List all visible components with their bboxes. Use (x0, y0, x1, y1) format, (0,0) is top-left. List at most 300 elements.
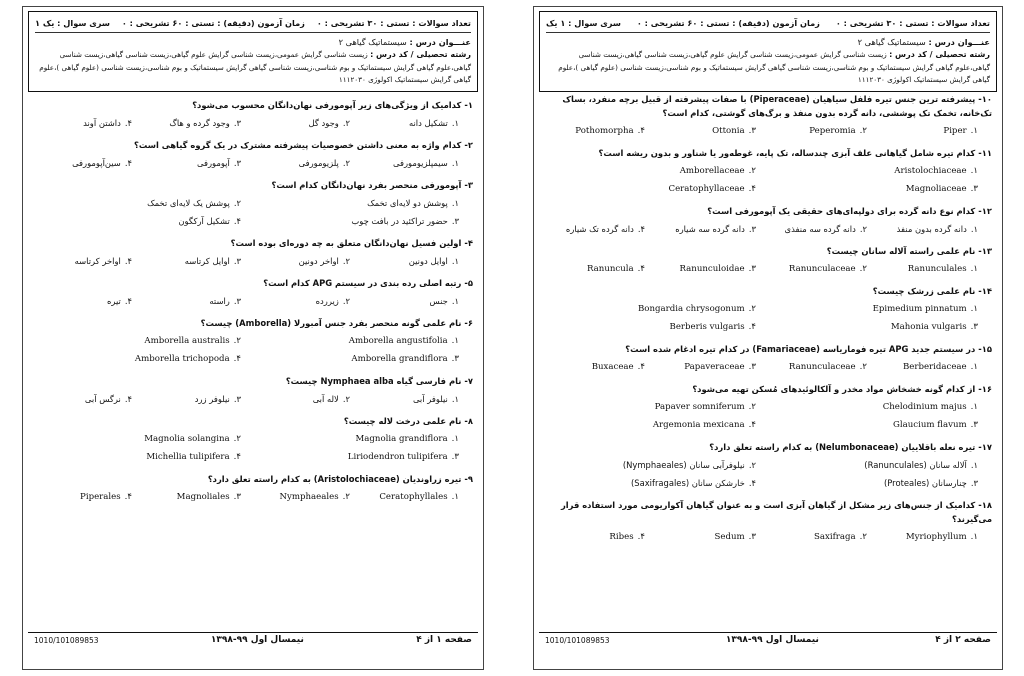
exam-page-1 (22, 6, 484, 670)
answer-option[interactable] (255, 198, 473, 208)
option-text: Amborellaceae (679, 165, 745, 176)
question-number: ۱۴- (978, 285, 992, 296)
answer-option[interactable] (255, 394, 364, 404)
option-number: ۲. (342, 491, 350, 502)
option-number: ۴. (233, 215, 241, 226)
answer-option[interactable] (37, 158, 146, 168)
option-text: جنس (429, 295, 448, 306)
option-number: ۴. (748, 183, 756, 194)
option-number: ۱. (970, 125, 978, 136)
answer-option[interactable] (255, 354, 473, 364)
answer-option[interactable] (659, 532, 770, 542)
question-body: تیره زراوندیان (Aristolochiaceae) به کدام راسته تعلق دارد؟ (207, 473, 462, 484)
option-text: Ceratophyllaceae (668, 183, 745, 194)
option-number: ۳. (451, 215, 459, 226)
option-number: ۲. (342, 393, 350, 404)
answer-option[interactable] (37, 336, 255, 346)
option-text: Sedum (714, 531, 745, 542)
option-number: ۳. (233, 255, 241, 266)
answer-option[interactable] (548, 184, 770, 194)
option-number: ۳. (451, 451, 459, 462)
term-label: نیمسال اول ۹۹-۱۳۹۸ (210, 635, 304, 645)
option-text: Pothomorpha (575, 125, 634, 136)
answer-option[interactable] (548, 264, 659, 274)
option-number: ۴. (233, 451, 241, 462)
answer-option[interactable] (770, 362, 881, 372)
answer-options (548, 304, 992, 332)
answer-options (37, 296, 473, 306)
option-number: ۲. (748, 401, 756, 412)
option-text: Magnolia solangina (144, 433, 230, 444)
option-number: ۴. (124, 157, 132, 168)
exam-header (28, 11, 478, 92)
option-text: نیلوفرآبی سانان (Nymphaeales) (622, 459, 745, 470)
option-number: ۳. (233, 393, 241, 404)
question-body: کدامیک از جنس‌های زیر مشکل از گیاهان آبزی است و به عنوان گیاهان آکواریومی مورد استفاده قرار می‌گیرند؟ (560, 499, 992, 524)
option-number: ۲. (233, 197, 241, 208)
page-footer (28, 632, 478, 645)
question-body: کدام تیره شامل گیاهانی علف آبزی چندساله، تک پایه، غوطه‌ور یا شناور و بدون ریشه است؟ (598, 147, 976, 158)
option-text: Ranunculaceae (788, 263, 856, 274)
answer-option[interactable] (548, 460, 770, 470)
answer-option[interactable] (770, 304, 992, 314)
exam-page-2 (533, 6, 1003, 670)
answer-options (37, 492, 473, 502)
option-number: ۴. (124, 295, 132, 306)
option-number: ۲. (859, 263, 867, 274)
question-body: نام علمی راسته آلاله سانان چیست؟ (826, 245, 976, 256)
option-number: ۴. (637, 263, 645, 274)
question-series: سری سوال : یک ۱ (35, 18, 110, 28)
answer-option[interactable] (364, 118, 473, 128)
question-number: ۱۸- (978, 499, 992, 510)
page-footer (539, 632, 997, 645)
answer-option[interactable] (255, 492, 364, 502)
question-body: نام علمی درخت لاله چیست؟ (343, 415, 462, 426)
answer-option[interactable] (548, 478, 770, 488)
question-body: نام فارسی گیاه Nymphaea alba چیست؟ (285, 375, 462, 386)
answer-option[interactable] (37, 434, 255, 444)
option-text: Berberidaceae (902, 361, 967, 372)
option-number: ۱. (970, 303, 978, 314)
option-text: پوشش یک لایه‌ای تخمک (147, 197, 230, 208)
answer-option[interactable] (364, 394, 473, 404)
answer-option[interactable] (659, 264, 770, 274)
option-number: ۲. (859, 361, 867, 372)
question-body: رتبه اصلی رده بندی در سیستم APG کدام است؟ (263, 277, 462, 288)
question-text (37, 98, 473, 112)
option-text: Epimedium pinnatum (872, 303, 967, 314)
option-text: سیمپلزیومورفی (393, 157, 448, 168)
option-text: دانه گرده بدون منفذ (896, 223, 967, 234)
question-item (37, 316, 473, 364)
answer-option[interactable] (548, 322, 770, 332)
option-text: خارشکن سانان (Saxifragales) (631, 477, 745, 488)
answer-option[interactable] (146, 256, 255, 266)
option-text: نیلوفر آبی (412, 393, 448, 404)
option-number: ۲. (859, 223, 867, 234)
question-text (37, 276, 473, 290)
question-counts: تعداد سوالات : تستی : ۳۰ تشریحی : ۰ (835, 18, 990, 28)
option-text: Magnoliales (176, 491, 230, 502)
answer-option[interactable] (881, 224, 992, 234)
question-item (548, 92, 992, 136)
answer-option[interactable] (37, 256, 146, 266)
answer-option[interactable] (770, 224, 881, 234)
option-text: Magnoliaceae (905, 183, 967, 194)
answer-option[interactable] (255, 336, 473, 346)
answer-options (548, 460, 992, 488)
question-body: تیره نعله باقلاییان (Nelumbonaceae) به کدام راسته تعلق دارد؟ (709, 441, 976, 452)
option-text: وجود گل (308, 117, 339, 128)
option-number: ۲. (342, 157, 350, 168)
question-item (37, 472, 473, 502)
exam-code: 1010/101089853 (545, 635, 610, 645)
answer-option[interactable] (146, 394, 255, 404)
option-text: Peperomia (809, 125, 856, 136)
answer-option[interactable] (37, 394, 146, 404)
option-text: پوشش دو لایه‌ای تخمک (367, 197, 448, 208)
question-item (548, 204, 992, 234)
question-text (548, 440, 992, 454)
header-info-row (546, 15, 990, 33)
option-text: Myriophyllum (905, 531, 967, 542)
answer-option[interactable] (881, 532, 992, 542)
option-text: Glaucium flavum (892, 419, 967, 430)
question-number: ۱۱- (978, 147, 992, 158)
question-body: اولین فسیل نهان‌دانگان متعلق به چه دوره‌ای بوده است؟ (230, 237, 462, 248)
answer-options (37, 198, 473, 226)
question-text (548, 92, 992, 120)
option-number: ۱. (451, 197, 459, 208)
answer-option[interactable] (659, 224, 770, 234)
answer-option[interactable] (37, 354, 255, 364)
answer-option[interactable] (255, 296, 364, 306)
question-number: ۱۰- (978, 93, 992, 104)
option-number: ۱. (451, 295, 459, 306)
question-number: ۸- (464, 415, 473, 426)
option-number: ۳. (970, 477, 978, 488)
answer-option[interactable] (770, 264, 881, 274)
question-body: نام علمی گونه منحصر بفرد جنس آمبورلا (Amborella) چیست؟ (200, 317, 462, 328)
option-number: ۳. (748, 531, 756, 542)
option-number: ۴. (748, 321, 756, 332)
option-text: Ranunculales (907, 263, 967, 274)
answer-option[interactable] (548, 402, 770, 412)
option-number: ۱. (451, 157, 459, 168)
question-item (37, 374, 473, 404)
option-text: راسته (209, 295, 230, 306)
answer-options (37, 336, 473, 364)
exam-time: زمان آزمون (دقیقه) : تستی : ۶۰ تشریحی : ۰ (121, 18, 305, 28)
option-number: ۲. (233, 335, 241, 346)
question-number: ۲- (464, 139, 473, 150)
question-text (548, 342, 992, 356)
option-text: Berberis vulgaris (669, 321, 745, 332)
question-body: کدامیک از ویژگی‌های زیر آپومورفی نهان‌دانگان محسوب می‌شود؟ (192, 99, 462, 110)
option-number: ۲. (748, 459, 756, 470)
option-number: ۲. (748, 165, 756, 176)
question-text (548, 204, 992, 218)
answer-options (548, 532, 992, 542)
question-number: ۱۶- (978, 383, 992, 394)
answer-options (548, 362, 992, 372)
option-text: اوایل کرتاسه (184, 255, 230, 266)
question-item (37, 138, 473, 168)
option-number: ۴. (748, 477, 756, 488)
question-text (548, 244, 992, 258)
option-text: دانه گرده سه منفذی (784, 223, 856, 234)
answer-option[interactable] (37, 118, 146, 128)
option-text: داشتن آوند (83, 117, 121, 128)
option-text: Liriodendron tulipifera (347, 451, 448, 462)
option-number: ۳. (748, 361, 756, 372)
answer-option[interactable] (770, 166, 992, 176)
answer-option[interactable] (146, 492, 255, 502)
question-text (548, 498, 992, 526)
option-number: ۴. (124, 117, 132, 128)
answer-option[interactable] (770, 322, 992, 332)
option-text: آلاله سانان (Ranunculales) (864, 459, 967, 470)
question-text (548, 146, 992, 160)
option-text: چنارسانان (Proteales) (884, 477, 967, 488)
option-text: اواخر کرتاسه (74, 255, 121, 266)
question-text (37, 236, 473, 250)
option-number: ۳. (451, 353, 459, 364)
question-item (37, 236, 473, 266)
answer-option[interactable] (770, 126, 881, 136)
option-number: ۲. (859, 531, 867, 542)
option-number: ۱. (970, 361, 978, 372)
question-number: ۴- (464, 237, 473, 248)
question-item (548, 440, 992, 488)
option-text: نرگس آبی (84, 393, 121, 404)
answer-options (548, 402, 992, 430)
page-number: صفحه ۲ از ۴ (935, 635, 991, 645)
question-number: ۹- (464, 473, 473, 484)
question-body: کدام واژه به معنی داشتن خصوصیات پیشرفته مشترک در یک گروه گیاهی است؟ (134, 139, 462, 150)
option-number: ۲. (342, 117, 350, 128)
option-text: Amborella angustifolia (348, 335, 448, 346)
option-number: ۲. (859, 125, 867, 136)
answer-option[interactable] (255, 118, 364, 128)
answer-option[interactable] (881, 264, 992, 274)
option-text: Saxifraga (813, 531, 856, 542)
option-number: ۳. (748, 125, 756, 136)
answer-option[interactable] (881, 126, 992, 136)
option-number: ۴. (637, 125, 645, 136)
answer-option[interactable] (548, 420, 770, 430)
option-number: ۳. (233, 491, 241, 502)
question-number: ۱۲- (978, 205, 992, 216)
option-number: ۱. (970, 401, 978, 412)
answer-option[interactable] (364, 492, 473, 502)
question-text (37, 138, 473, 152)
option-number: ۳. (970, 419, 978, 430)
answer-option[interactable] (255, 434, 473, 444)
field-code: رشته تحصیلی / کد درس : زیست شناسی گرایش عمومی،زیست شناسی گرایش علوم گیاهی،زیست شناسی گیاهی،زیست شناسی گیاهی،علوم گیاهی گرایش سیستماتیک و بوم شناسی،زیست شناسی گیاهی گرایش سیستماتیک و بوم شناسی،زیست شناسی (علوم گیاهی )،علوم گیاهی گرایش سیستماتیک اکولوژی ۱۱۱۲۰۳۰ (558, 50, 990, 84)
answer-option[interactable] (37, 492, 146, 502)
answer-option[interactable] (255, 256, 364, 266)
answer-option[interactable] (770, 532, 881, 542)
option-text: Nymphaeales (279, 491, 339, 502)
option-text: حضور تراکئید در بافت چوب (351, 215, 448, 226)
answer-option[interactable] (881, 362, 992, 372)
option-number: ۱. (451, 255, 459, 266)
page-number: صفحه ۱ از ۴ (416, 635, 472, 645)
option-number: ۱. (451, 393, 459, 404)
option-number: ۱. (970, 531, 978, 542)
term-label: نیمسال اول ۹۹-۱۳۹۸ (725, 635, 819, 645)
option-text: پلزیومورفی (298, 157, 339, 168)
question-number: ۵- (464, 277, 473, 288)
option-text: Mahonia vulgaris (890, 321, 967, 332)
option-number: ۳. (233, 117, 241, 128)
question-text (37, 316, 473, 330)
answer-option[interactable] (770, 478, 992, 488)
question-list (534, 92, 1002, 542)
question-item (37, 178, 473, 226)
question-body: از کدام گونه خشخاش مواد مخدر و آلکالوئیدهای مُسکن تهیه می‌شود؟ (692, 383, 976, 394)
answer-option[interactable] (364, 256, 473, 266)
option-number: ۱. (970, 165, 978, 176)
option-number: ۴. (637, 223, 645, 234)
question-number: ۱۳- (978, 245, 992, 256)
answer-option[interactable] (37, 216, 255, 226)
answer-option[interactable] (146, 158, 255, 168)
option-text: تشکیل دانه (408, 117, 448, 128)
answer-option[interactable] (770, 460, 992, 470)
option-number: ۳. (970, 321, 978, 332)
answer-option[interactable] (770, 184, 992, 194)
option-text: نیلوفر زرد (194, 393, 230, 404)
answer-options (548, 166, 992, 194)
question-item (548, 342, 992, 372)
option-number: ۴. (124, 491, 132, 502)
answer-option[interactable] (548, 362, 659, 372)
option-text: تیره (106, 295, 121, 306)
course-title: عنـــوان درس : سیستماتیک گیاهی ۲ (857, 37, 990, 47)
option-text: وجود گرده و هاگ (169, 117, 230, 128)
exam-header (539, 11, 997, 92)
question-item (37, 98, 473, 128)
option-text: Amborella australis (144, 335, 230, 346)
option-number: ۲. (342, 255, 350, 266)
answer-option[interactable] (255, 158, 364, 168)
answer-options (548, 224, 992, 234)
question-number: ۱۵- (978, 343, 992, 354)
answer-option[interactable] (548, 304, 770, 314)
option-text: Argemonia mexicana (652, 419, 745, 430)
question-series: سری سوال : ۱ یک (546, 18, 621, 28)
question-number: ۳- (464, 179, 473, 190)
option-number: ۱. (451, 117, 459, 128)
question-text (37, 178, 473, 192)
question-item (37, 414, 473, 462)
answer-options (548, 126, 992, 136)
question-body: پیشرفته ترین جنس تیره فلفل سیاهیان (Piperaceae) با صفات پیشرفته از قبیل برچه منفرد، بساک تک‌خانه، تخمک تک پوششی، دانه گرده بدون منفذ و برگ‌های گوشتی، کدام است؟ (562, 93, 992, 118)
option-text: دانه گرده سه شیاره (675, 223, 745, 234)
option-text: Buxaceae (591, 361, 634, 372)
question-body: در سیستم جدید APG تیره فوماریاسه (Famariaceae) در کدام تیره ادغام شده است؟ (625, 343, 976, 354)
answer-option[interactable] (770, 420, 992, 430)
option-number: ۴. (233, 353, 241, 364)
question-item (37, 276, 473, 306)
answer-option[interactable] (770, 402, 992, 412)
option-number: ۲. (748, 303, 756, 314)
option-text: Amborella trichopoda (134, 353, 230, 364)
question-body: آپومورفی منحصر بفرد نهان‌دانگان کدام است؟ (271, 179, 462, 190)
answer-option[interactable] (364, 296, 473, 306)
option-text: Michellia tulipifera (146, 451, 230, 462)
option-text: Ceratophyllales (379, 491, 448, 502)
option-text: Ranuncula (587, 263, 634, 274)
answer-option[interactable] (37, 296, 146, 306)
answer-option[interactable] (548, 532, 659, 542)
answer-options (37, 394, 473, 404)
question-list (23, 92, 483, 502)
answer-option[interactable] (146, 296, 255, 306)
answer-options (37, 158, 473, 168)
option-number: ۱. (970, 223, 978, 234)
answer-options (37, 256, 473, 266)
option-text: Papaver somniferum (654, 401, 745, 412)
exam-time: زمان آزمون (دقیقه) : تستی : ۶۰ تشریحی : ۰ (636, 18, 820, 28)
option-text: Ottonia (712, 125, 745, 136)
answer-option[interactable] (548, 166, 770, 176)
option-number: ۴. (124, 255, 132, 266)
answer-option[interactable] (37, 198, 255, 208)
option-text: Ranunculaceae (788, 361, 856, 372)
answer-options (548, 264, 992, 274)
answer-options (37, 434, 473, 462)
question-number: ۱- (464, 99, 473, 110)
course-title: عنـــوان درس : سیستماتیک گیاهی ۲ (338, 37, 471, 47)
answer-option[interactable] (37, 452, 255, 462)
question-item (548, 146, 992, 194)
question-text (37, 374, 473, 388)
option-number: ۱. (970, 263, 978, 274)
question-body: کدام نوع دانه گرده برای دولپه‌ای‌های حقیقی یک آپومورفی است؟ (707, 205, 976, 216)
answer-option[interactable] (659, 126, 770, 136)
question-item (548, 284, 992, 332)
answer-option[interactable] (548, 224, 659, 234)
answer-option[interactable] (255, 452, 473, 462)
question-text (548, 284, 992, 298)
answer-option[interactable] (255, 216, 473, 226)
option-text: Amborella grandiflora (351, 353, 448, 364)
option-number: ۱. (451, 335, 459, 346)
question-item (548, 244, 992, 274)
question-number: ۷- (464, 375, 473, 386)
option-text: Aristolochiaceae (894, 165, 967, 176)
answer-option[interactable] (146, 118, 255, 128)
option-number: ۳. (748, 263, 756, 274)
option-text: Piperales (80, 491, 121, 502)
option-number: ۱. (451, 433, 459, 444)
option-number: ۱. (970, 459, 978, 470)
question-number: ۶- (464, 317, 473, 328)
answer-option[interactable] (548, 126, 659, 136)
header-info-row (35, 15, 471, 33)
option-number: ۴. (637, 361, 645, 372)
option-text: آپومورفی (197, 157, 230, 168)
option-number: ۲. (342, 295, 350, 306)
option-text: Magnolia grandiflora (355, 433, 448, 444)
option-text: Bongardia chrysogonum (637, 303, 745, 314)
answer-option[interactable] (659, 362, 770, 372)
answer-option[interactable] (364, 158, 473, 168)
